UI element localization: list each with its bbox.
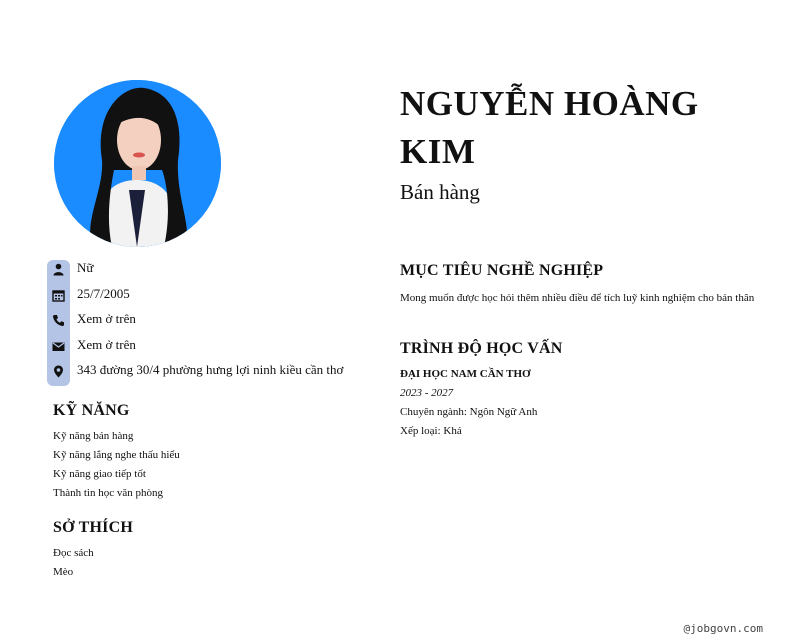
phone-text: Xem ở trên [77,311,136,326]
job-position: Bán hàng [400,180,480,204]
education-school: ĐẠI HỌC NAM CẦN THƠ [400,368,531,380]
skill-item: Thành tin học văn phòng [53,487,163,499]
objective-text: Mong muốn được học hỏi thêm nhiều điều để tích luỹ kinh nghiệm cho bản thân [400,292,755,304]
education-major: Chuyên ngành: Ngôn Ngữ Anh [400,406,538,418]
education-rank: Xếp loại: Khá [400,425,462,437]
footer-watermark: @jobgovn.com [683,622,763,635]
hobby-item: Đọc sách [53,547,94,559]
birthday-text: 25/7/2005 [77,286,130,301]
education-years: 2023 - 2027 [400,387,454,399]
profile-photo [54,80,221,247]
contact-email [47,336,377,360]
gender-text: Nữ [77,260,94,275]
email-text: Xem ở trên [77,337,136,352]
candidate-name: NGUYỄN HOÀNG KIM [400,84,699,171]
contact-birthday [47,285,377,309]
location-pin-icon [52,365,65,378]
skill-item: Kỹ năng bán hàng [53,430,134,442]
education-title: TRÌNH ĐỘ HỌC VẤN [400,340,563,357]
skill-item: Kỹ năng lắng nghe thấu hiểu [53,449,180,461]
contact-gender [47,259,377,283]
contact-phone [47,310,377,334]
hobbies-title: SỞ THÍCH [53,519,133,536]
objective-title: MỤC TIÊU NGHỀ NGHIỆP [400,262,604,279]
email-icon [52,340,65,353]
skills-title: KỸ NĂNG [53,402,130,419]
phone-icon [52,314,65,327]
skill-item: Kỹ năng giao tiếp tốt [53,468,146,480]
calendar-icon [52,289,65,302]
person-icon [52,263,65,276]
contact-address [47,361,377,385]
hobby-item: Mèo [53,566,74,578]
address-text: 343 đường 30/4 phường hưng lợi ninh kiều cần thơ [77,362,344,377]
